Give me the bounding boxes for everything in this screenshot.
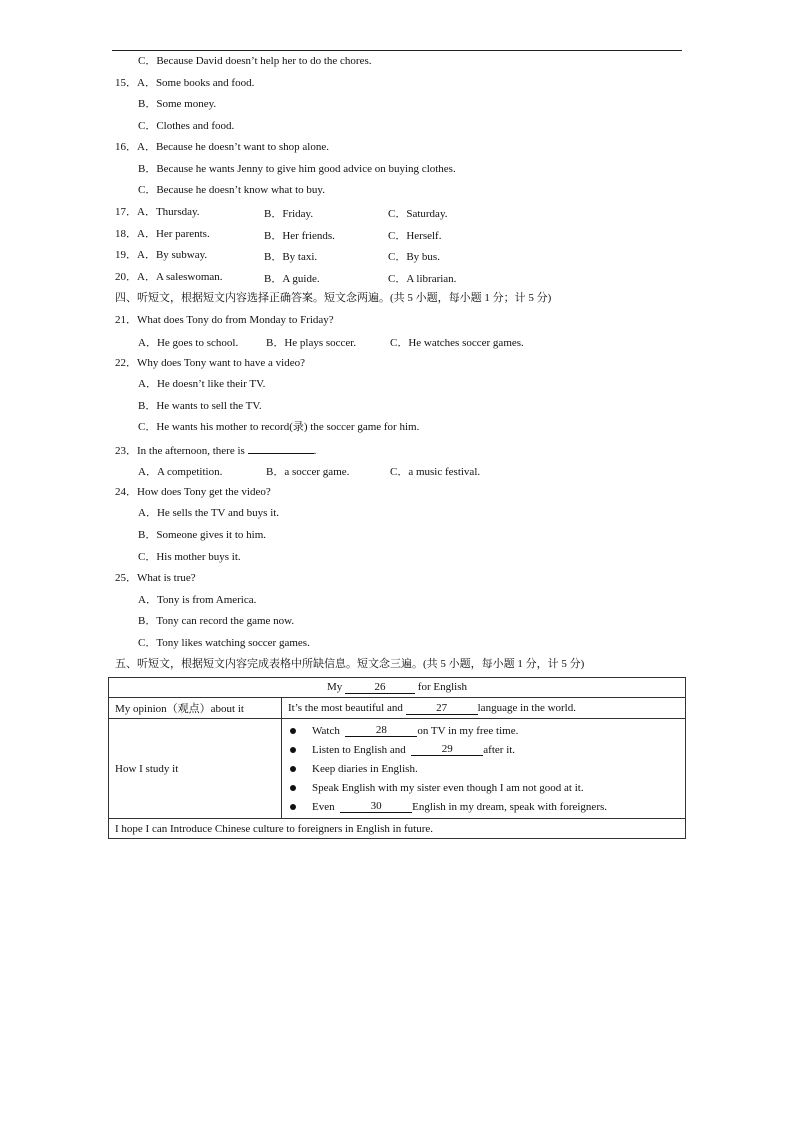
question-15 [115, 76, 254, 90]
q19-option-c: C．By bus. [388, 251, 440, 263]
q18-option-b: B．Her friends. [264, 230, 335, 242]
question-end: . [313, 445, 317, 457]
question-number: 18． [115, 228, 137, 240]
question-number: 17． [115, 206, 137, 218]
q24-option-a: A．He sells the TV and buys it. [138, 507, 280, 519]
q22-option-b: B．He wants to sell the TV. [138, 400, 262, 412]
q20-option-b: B．A guide. [264, 273, 320, 285]
table-row-opinion [109, 698, 686, 719]
question-25: 25．What is true? [115, 572, 196, 584]
q25-option-c: C．Tony likes watching soccer games. [138, 637, 310, 649]
table-row-study [109, 719, 686, 819]
table-title-row [109, 678, 686, 698]
q18-option-c: C．Herself. [388, 230, 442, 242]
q15-option-c: C．Clothes and food. [138, 120, 235, 132]
bullet-icon [290, 766, 296, 772]
q15-option-b: B．Some money. [138, 98, 217, 110]
option-a: A．Some books and food. [137, 77, 255, 89]
question-24: 24．How does Tony get the video? [115, 486, 271, 498]
header-rule [112, 50, 682, 51]
info-table [108, 677, 686, 839]
option-a: A．Thursday. [137, 206, 200, 218]
blank-28: 28 [345, 724, 417, 737]
q23-option-c: C．a music festival. [390, 466, 481, 478]
list-item: Even 30 English in my dream, speak with foreigners. [288, 797, 679, 816]
question-17 [115, 205, 200, 219]
q20-option-c: C．A librarian. [388, 273, 457, 285]
q22-option-a: A．He doesn’t like their TV. [138, 378, 266, 390]
q22-option-c: C．He wants his mother to record(录) the soccer game for him. [138, 421, 420, 433]
q23-option-a: A．A competition. [138, 466, 223, 478]
answer-blank [248, 442, 314, 454]
bullet-icon [290, 747, 296, 753]
section-5-heading: 五、听短文，根据短文内容完成表格中所缺信息。短文念三遍。(共 5 小题，每小题 1 分，计 5 分) [115, 658, 585, 670]
question-16 [115, 140, 329, 154]
q23-option-b: B．a soccer game. [266, 466, 350, 478]
q21-option-a: A．He goes to school. [138, 337, 239, 349]
q16-option-b: B．Because he wants Jenny to give him good advice on buying clothes. [138, 163, 456, 175]
q24-option-c: C．His mother buys it. [138, 551, 241, 563]
question-number: 19． [115, 249, 137, 261]
bullet-icon [290, 728, 296, 734]
question-22: 22．Why does Tony want to have a video? [115, 357, 305, 369]
q24-option-b: B．Someone gives it to him. [138, 529, 267, 541]
blank-27: 27 [406, 702, 478, 715]
blank-29: 29 [411, 743, 483, 756]
blank-26: 26 [345, 681, 415, 694]
blank-30: 30 [340, 800, 412, 813]
option-a: A．Because he doesn’t want to shop alone. [137, 141, 329, 153]
question-20 [115, 270, 223, 284]
table-footer: I hope I can Introduce Chinese culture to foreigners in English in future. [109, 819, 686, 839]
question-19 [115, 248, 207, 262]
q17-option-c: C．Saturday. [388, 208, 448, 220]
list-item: Keep diaries in English. [288, 759, 679, 778]
question-23 [115, 442, 316, 458]
list-item: Speak English with my sister even though I am not good at it. [288, 778, 679, 797]
list-item: Listen to English and 29 after it. [288, 740, 679, 759]
question-number: 16． [115, 141, 137, 153]
list-item: Watch 28 on TV in my free time. [288, 721, 679, 740]
bullet-icon [290, 785, 296, 791]
opinion-label: My opinion（观点）about it [109, 698, 282, 719]
q14-option-c: C．Because David doesn’t help her to do the chores. [138, 55, 372, 67]
q17-option-b: B．Friday. [264, 208, 314, 220]
q19-option-b: B．By taxi. [264, 251, 318, 263]
bullet-icon [290, 804, 296, 810]
option-a: A．Her parents. [137, 228, 210, 240]
study-label: How I study it [109, 719, 282, 819]
question-text: 23．In the afternoon, there is [115, 445, 245, 457]
table-title: My 26 for English [109, 678, 686, 698]
option-a: A．By subway. [137, 249, 208, 261]
q21-option-b: B．He plays soccer. [266, 337, 357, 349]
question-18 [115, 227, 210, 241]
section-4-heading: 四、听短文，根据短文内容选择正确答案。短文念两遍。(共 5 小题，每小题 1 分；计 5 分) [115, 292, 552, 304]
q25-option-a: A．Tony is from America. [138, 594, 257, 606]
question-21: 21．What does Tony do from Monday to Friday? [115, 314, 334, 326]
question-number: 20． [115, 271, 137, 283]
q16-option-c: C．Because he doesn’t know what to buy. [138, 184, 325, 196]
table-footer-row [109, 819, 686, 839]
study-cell [282, 719, 686, 819]
question-number: 15． [115, 77, 137, 89]
q21-option-c: C．He watches soccer games. [390, 337, 524, 349]
opinion-cell: It’s the most beautiful and 27 language in the world. [282, 698, 686, 719]
option-a: A．A saleswoman. [137, 271, 223, 283]
q25-option-b: B．Tony can record the game now. [138, 615, 295, 627]
